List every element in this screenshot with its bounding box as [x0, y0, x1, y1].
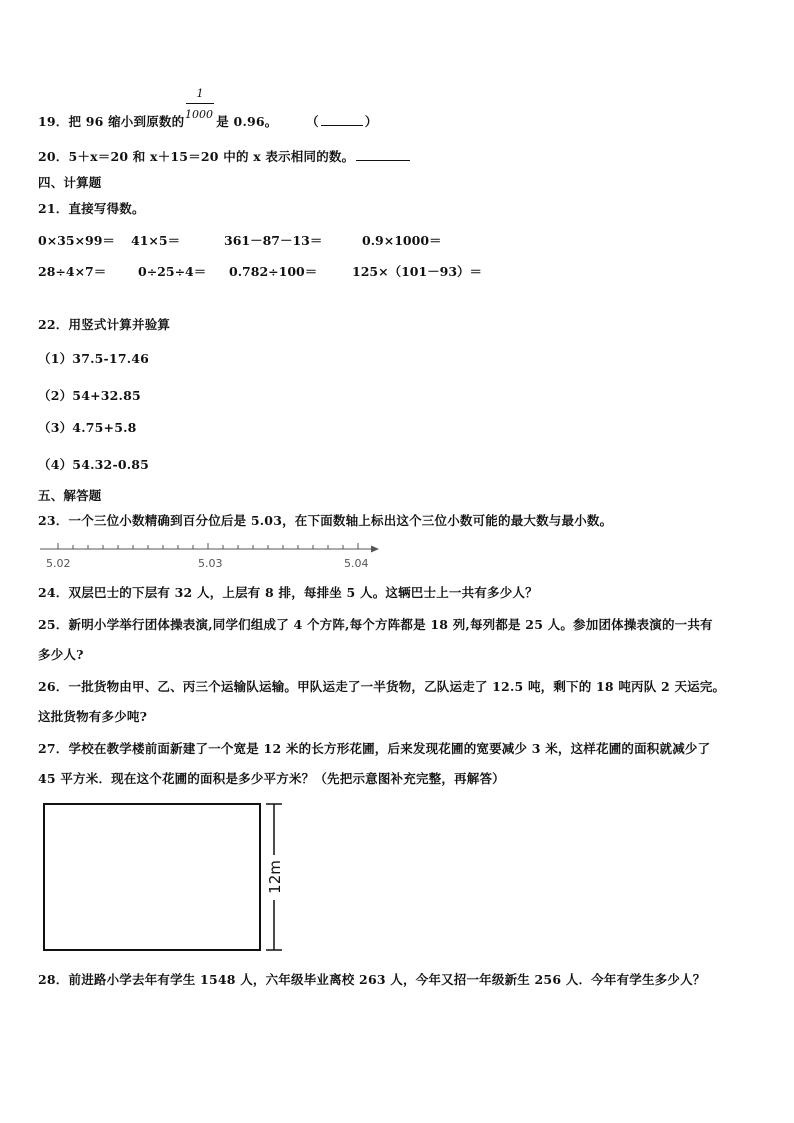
- calc-item: 28÷4×7＝: [38, 264, 107, 279]
- question-26-line2: 这批货物有多少吨?: [38, 709, 148, 724]
- calc-item: 41×5＝: [131, 233, 181, 248]
- vertical-calc-item: （4）54.32-0.85: [38, 457, 150, 472]
- answer-blank[interactable]: [356, 148, 410, 161]
- question-22-title: 22．用竖式计算并验算: [38, 317, 171, 332]
- question-19: [38, 112, 377, 130]
- q19-paren-open: （: [306, 114, 319, 129]
- axis-label: 5.02: [46, 557, 71, 570]
- calc-item: 0×35×99＝: [38, 233, 115, 248]
- question-20: [38, 147, 410, 165]
- calc-item: 0÷25÷4＝: [138, 264, 207, 279]
- calc-item: 125×（101－93）＝: [352, 264, 483, 279]
- vertical-calc-item: （3）4.75+5.8: [38, 420, 137, 435]
- axis-label: 5.03: [198, 557, 223, 570]
- q19-text-before: 19．把 96 缩小到原数的: [38, 114, 185, 129]
- section-title: 四、计算题: [38, 175, 102, 190]
- number-line[interactable]: [38, 540, 383, 570]
- garden-diagram: [40, 800, 300, 960]
- calc-item: 0.782÷100＝: [229, 264, 318, 279]
- vertical-calc-item: （2）54+32.85: [38, 388, 141, 403]
- garden-rectangle: [44, 804, 260, 950]
- number-line-ticks: [58, 543, 358, 549]
- answer-blank[interactable]: [321, 113, 363, 126]
- question-27-line2: 45 平方米．现在这个花圃的面积是多少平方米？（先把示意图补充完整，再解答）: [38, 771, 505, 786]
- q19-paren-close: ）: [364, 114, 378, 129]
- q19-text-after: 是 0.96。: [216, 114, 278, 129]
- question-25-line2: 多少人?: [38, 647, 84, 662]
- fraction-numerator: 1: [196, 87, 204, 100]
- q20-text: 20．5＋x＝20 和 x＋15＝20 中的 x 表示相同的数。: [38, 149, 355, 164]
- question-27-line1: 27．学校在教学楼前面新建了一个宽是 12 米的长方形花圃，后来发现花圃的宽要减少 3 米，这样花圃的面积就减少了: [38, 741, 711, 756]
- question-26-line1: 26．一批货物由甲、乙、丙三个运输队运输。甲队运走了一半货物，乙队运走了 12.5 吨，剩下的 18 吨丙队 2 天运完。: [38, 679, 726, 694]
- calc-item: 361－87－13＝: [224, 233, 323, 248]
- calc-item: 0.9×1000＝: [362, 233, 442, 248]
- vertical-calc-item: （1）37.5-17.46: [38, 351, 150, 366]
- section-title: 五、解答题: [38, 488, 102, 503]
- question-21-title: 21．直接写得数。: [38, 201, 145, 216]
- fraction-denominator: 1000: [185, 108, 213, 121]
- question-25-line1: 25．新明小学举行团体操表演,同学们组成了 4 个方阵,每个方阵都是 18 列,每列都是 25 人。参加团体操表演的一共有: [38, 617, 713, 632]
- axis-label: 5.04: [344, 557, 369, 570]
- dimension-label: 12m: [266, 860, 284, 894]
- question-23: 23．一个三位小数精确到百分位后是 5.03，在下面数轴上标出这个三位小数可能的最大数与最小数。: [38, 513, 613, 528]
- question-28: 28．前进路小学去年有学生 1548 人，六年级毕业离校 263 人，今年又招一年级新生 256 人．今年有学生多少人？: [38, 972, 706, 987]
- question-24: 24．双层巴士的下层有 32 人，上层有 8 排，每排坐 5 人。这辆巴士上一共有多少人？: [38, 585, 538, 600]
- fraction-bar: [186, 103, 214, 104]
